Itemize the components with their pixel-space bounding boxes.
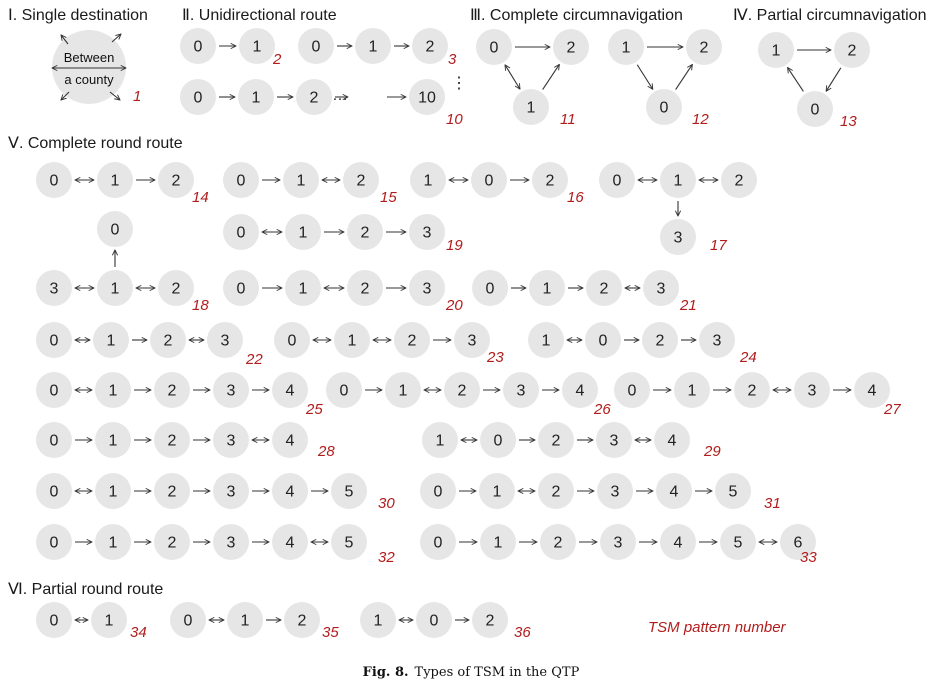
node-label: 2 — [551, 483, 561, 501]
ellipsis: … — [332, 87, 348, 104]
pattern-22 — [36, 322, 263, 368]
pattern-number: 33 — [800, 549, 817, 566]
directed-arrow — [637, 65, 653, 90]
directed-arrow — [543, 64, 560, 89]
node-label: 1 — [108, 382, 118, 400]
pattern-36 — [360, 602, 531, 641]
pattern-26 — [326, 372, 611, 418]
node-label: 0 — [49, 432, 59, 450]
node-label: 4 — [669, 483, 679, 501]
pattern-number: 31 — [764, 495, 781, 512]
node-label: 1 — [493, 534, 503, 552]
node-label: 2 — [551, 432, 561, 450]
pattern-number: 16 — [567, 189, 584, 206]
node-label: 2 — [599, 280, 609, 298]
node-label: 1 — [347, 332, 357, 350]
node-label: 0 — [49, 382, 59, 400]
node-label: 2 — [485, 612, 495, 630]
section-title-complete-round-route: Ⅴ. Complete round route — [8, 135, 183, 152]
node-label: 0 — [484, 172, 494, 190]
pattern-28 — [36, 422, 335, 460]
pattern-34 — [36, 602, 147, 641]
pattern-10 — [180, 79, 463, 128]
node-label: 1 — [108, 432, 118, 450]
node-label: 0 — [311, 38, 321, 56]
node-label: 4 — [867, 382, 877, 400]
node-label: 0 — [110, 221, 120, 239]
node-label: 2 — [356, 172, 366, 190]
node-label: 2 — [171, 172, 181, 190]
node-label: 10 — [418, 89, 436, 107]
node-label: 0 — [49, 172, 59, 190]
county-label-line1: Between — [63, 50, 115, 65]
node-label: 1 — [298, 224, 308, 242]
pattern-1-between-county — [52, 30, 141, 105]
pattern-number: 18 — [192, 297, 209, 314]
pattern-number: 14 — [192, 189, 209, 206]
pattern-32 — [36, 524, 395, 566]
pattern-14 — [36, 162, 209, 206]
node-label: 1 — [541, 332, 551, 350]
pattern-11 — [476, 29, 589, 128]
caption-text: Types of TSM in the QTP — [414, 665, 580, 680]
node-label: 4 — [285, 382, 295, 400]
node-label: 6 — [793, 534, 803, 552]
node-label: 3 — [609, 432, 619, 450]
node-label: 2 — [425, 38, 435, 56]
node-label: 1 — [298, 280, 308, 298]
node-label: 4 — [285, 534, 295, 552]
node-label: 2 — [457, 382, 467, 400]
node-label: 0 — [49, 612, 59, 630]
pattern-19 — [223, 214, 463, 254]
node-label: 1 — [435, 432, 445, 450]
pattern-number: 12 — [692, 111, 709, 128]
node-label: 3 — [49, 280, 59, 298]
node-label: 0 — [598, 332, 608, 350]
node-label: 3 — [467, 332, 477, 350]
node-label: 1 — [106, 332, 116, 350]
pattern-number: 20 — [446, 297, 463, 314]
node-label: 2 — [167, 483, 177, 501]
node-label: 0 — [493, 432, 503, 450]
node-label: 0 — [287, 332, 297, 350]
pattern-number: 25 — [306, 401, 323, 418]
node-label: 1 — [621, 39, 631, 57]
pattern-number: 24 — [740, 349, 757, 366]
pattern-number: 10 — [446, 111, 463, 128]
node-label: 0 — [236, 280, 246, 298]
pattern-number: 22 — [246, 351, 263, 368]
node-label: 0 — [193, 38, 203, 56]
pattern-21 — [472, 270, 697, 314]
node-label: 0 — [429, 612, 439, 630]
node-label: 3 — [226, 382, 236, 400]
pattern-number: 30 — [378, 495, 395, 512]
pattern-number: 34 — [130, 624, 147, 641]
pattern-number: 21 — [680, 297, 697, 314]
node-label: 2 — [167, 432, 177, 450]
node-label: 1 — [373, 612, 383, 630]
node-label: 4 — [667, 432, 677, 450]
node-label: 3 — [673, 229, 683, 247]
node-label: 2 — [360, 224, 370, 242]
node-label: 0 — [489, 39, 499, 57]
node-label: 0 — [193, 89, 203, 107]
node-label: 0 — [433, 483, 443, 501]
pattern-30 — [36, 473, 395, 512]
node-label: 3 — [226, 432, 236, 450]
pattern-31 — [420, 473, 781, 512]
pattern-number: 2 — [273, 51, 282, 68]
pattern-number: 17 — [710, 237, 727, 254]
section-title-partial-round-route: Ⅵ. Partial round route — [8, 581, 164, 598]
node-label: 1 — [423, 172, 433, 190]
node-label: 1 — [673, 172, 683, 190]
pattern-16 — [410, 162, 584, 206]
pattern-27 — [614, 372, 901, 418]
node-label: 3 — [226, 483, 236, 501]
node-label: 3 — [712, 332, 722, 350]
pattern-35 — [170, 602, 339, 641]
pattern-3 — [298, 28, 457, 68]
node-label: 4 — [673, 534, 683, 552]
node-label: 1 — [687, 382, 697, 400]
pattern-number: 23 — [487, 349, 504, 366]
node-label: 4 — [285, 432, 295, 450]
node-label: 0 — [659, 99, 669, 117]
node-label: 0 — [236, 172, 246, 190]
node-label: 1 — [542, 280, 552, 298]
pattern-number: 19 — [446, 237, 463, 254]
pattern-number: 11 — [560, 111, 576, 128]
pattern-20 — [223, 270, 463, 314]
node-label: 5 — [344, 534, 354, 552]
node-label: 3 — [220, 332, 230, 350]
node-label: 2 — [747, 382, 757, 400]
node-label: 2 — [309, 89, 319, 107]
node-label: 3 — [656, 280, 666, 298]
node-label: 4 — [575, 382, 585, 400]
pattern-number: 13 — [840, 113, 857, 130]
pattern-number: 29 — [704, 443, 721, 460]
node-label: 1 — [110, 172, 120, 190]
node-label: 4 — [285, 483, 295, 501]
node-label: 0 — [612, 172, 622, 190]
node-label: 0 — [627, 382, 637, 400]
node-label: 3 — [226, 534, 236, 552]
node-label: 2 — [566, 39, 576, 57]
node-label: 2 — [699, 39, 709, 57]
node-label: 1 — [110, 280, 120, 298]
node-label: 2 — [545, 172, 555, 190]
pattern-17 — [599, 162, 757, 255]
pattern-number: 26 — [594, 401, 611, 418]
pattern-15 — [223, 162, 397, 206]
node-label: 2 — [847, 42, 857, 60]
node-label: 1 — [492, 483, 502, 501]
node-label: 2 — [655, 332, 665, 350]
node-label: 2 — [553, 534, 563, 552]
county-node — [52, 30, 126, 104]
pattern-2 — [180, 28, 282, 68]
pattern-number: 36 — [514, 624, 531, 641]
node-label: 2 — [297, 612, 307, 630]
directed-arrow — [826, 68, 841, 91]
node-label: 3 — [807, 382, 817, 400]
node-label: 1 — [108, 534, 118, 552]
pattern-number: 35 — [322, 624, 339, 641]
pattern-18 — [36, 211, 209, 314]
pattern-number: 3 — [448, 51, 457, 68]
node-label: 5 — [728, 483, 738, 501]
pattern-number: 32 — [378, 549, 395, 566]
section-title-partial-circumnavigation: Ⅳ. Partial circumnavigation — [733, 7, 927, 24]
node-label: 0 — [810, 101, 820, 119]
county-label-line2: a county — [64, 72, 114, 87]
node-label: 0 — [485, 280, 495, 298]
directed-arrow — [788, 68, 804, 92]
node-label: 0 — [49, 534, 59, 552]
node-label: 5 — [344, 483, 354, 501]
node-label: 0 — [49, 483, 59, 501]
legend-label: TSM pattern number — [648, 619, 786, 636]
node-label: 2 — [407, 332, 417, 350]
pattern-number: 1 — [133, 88, 142, 105]
node-label: 3 — [613, 534, 623, 552]
pattern-24 — [528, 322, 757, 366]
node-label: 1 — [108, 483, 118, 501]
node-label: 2 — [167, 534, 177, 552]
directed-arrow — [676, 64, 693, 89]
pattern-23 — [274, 322, 504, 366]
node-label: 1 — [251, 89, 261, 107]
node-label: 1 — [252, 38, 262, 56]
node-label: 1 — [398, 382, 408, 400]
caption-figno: Fig. 8. — [362, 665, 409, 680]
node-label: 0 — [339, 382, 349, 400]
pattern-25 — [36, 372, 323, 418]
node-label: 2 — [360, 280, 370, 298]
bidirectional-arrow — [505, 65, 520, 89]
pattern-13 — [758, 32, 870, 130]
section-title-single-destination: Ⅰ. Single destination — [8, 7, 148, 24]
node-label: 1 — [296, 172, 306, 190]
node-label: 1 — [240, 612, 250, 630]
node-label: 2 — [734, 172, 744, 190]
node-label: 2 — [163, 332, 173, 350]
node-label: 1 — [104, 612, 114, 630]
node-label: 0 — [49, 332, 59, 350]
county-ray-arrow — [112, 34, 121, 42]
pattern-12 — [608, 29, 722, 128]
node-label: 0 — [433, 534, 443, 552]
pattern-29 — [422, 422, 721, 460]
node-label: 2 — [167, 382, 177, 400]
node-label: 3 — [422, 280, 432, 298]
pattern-number: 28 — [318, 443, 335, 460]
node-label: 2 — [171, 280, 181, 298]
node-label: 0 — [183, 612, 193, 630]
node-label: 1 — [526, 99, 536, 117]
section-title-unidirectional-route: Ⅱ. Unidirectional route — [182, 7, 337, 24]
node-label: 3 — [422, 224, 432, 242]
pattern-33 — [420, 524, 817, 566]
vertical-dots: ⋮ — [451, 75, 467, 92]
node-label: 0 — [236, 224, 246, 242]
node-label: 3 — [516, 382, 526, 400]
node-label: 3 — [610, 483, 620, 501]
section-title-complete-circumnavigation: Ⅲ. Complete circumnavigation — [470, 7, 683, 24]
pattern-number: 27 — [884, 401, 901, 418]
pattern-number: 15 — [380, 189, 397, 206]
figure-caption — [363, 665, 580, 680]
node-label: 1 — [368, 38, 378, 56]
node-label: 1 — [771, 42, 781, 60]
node-label: 5 — [733, 534, 743, 552]
